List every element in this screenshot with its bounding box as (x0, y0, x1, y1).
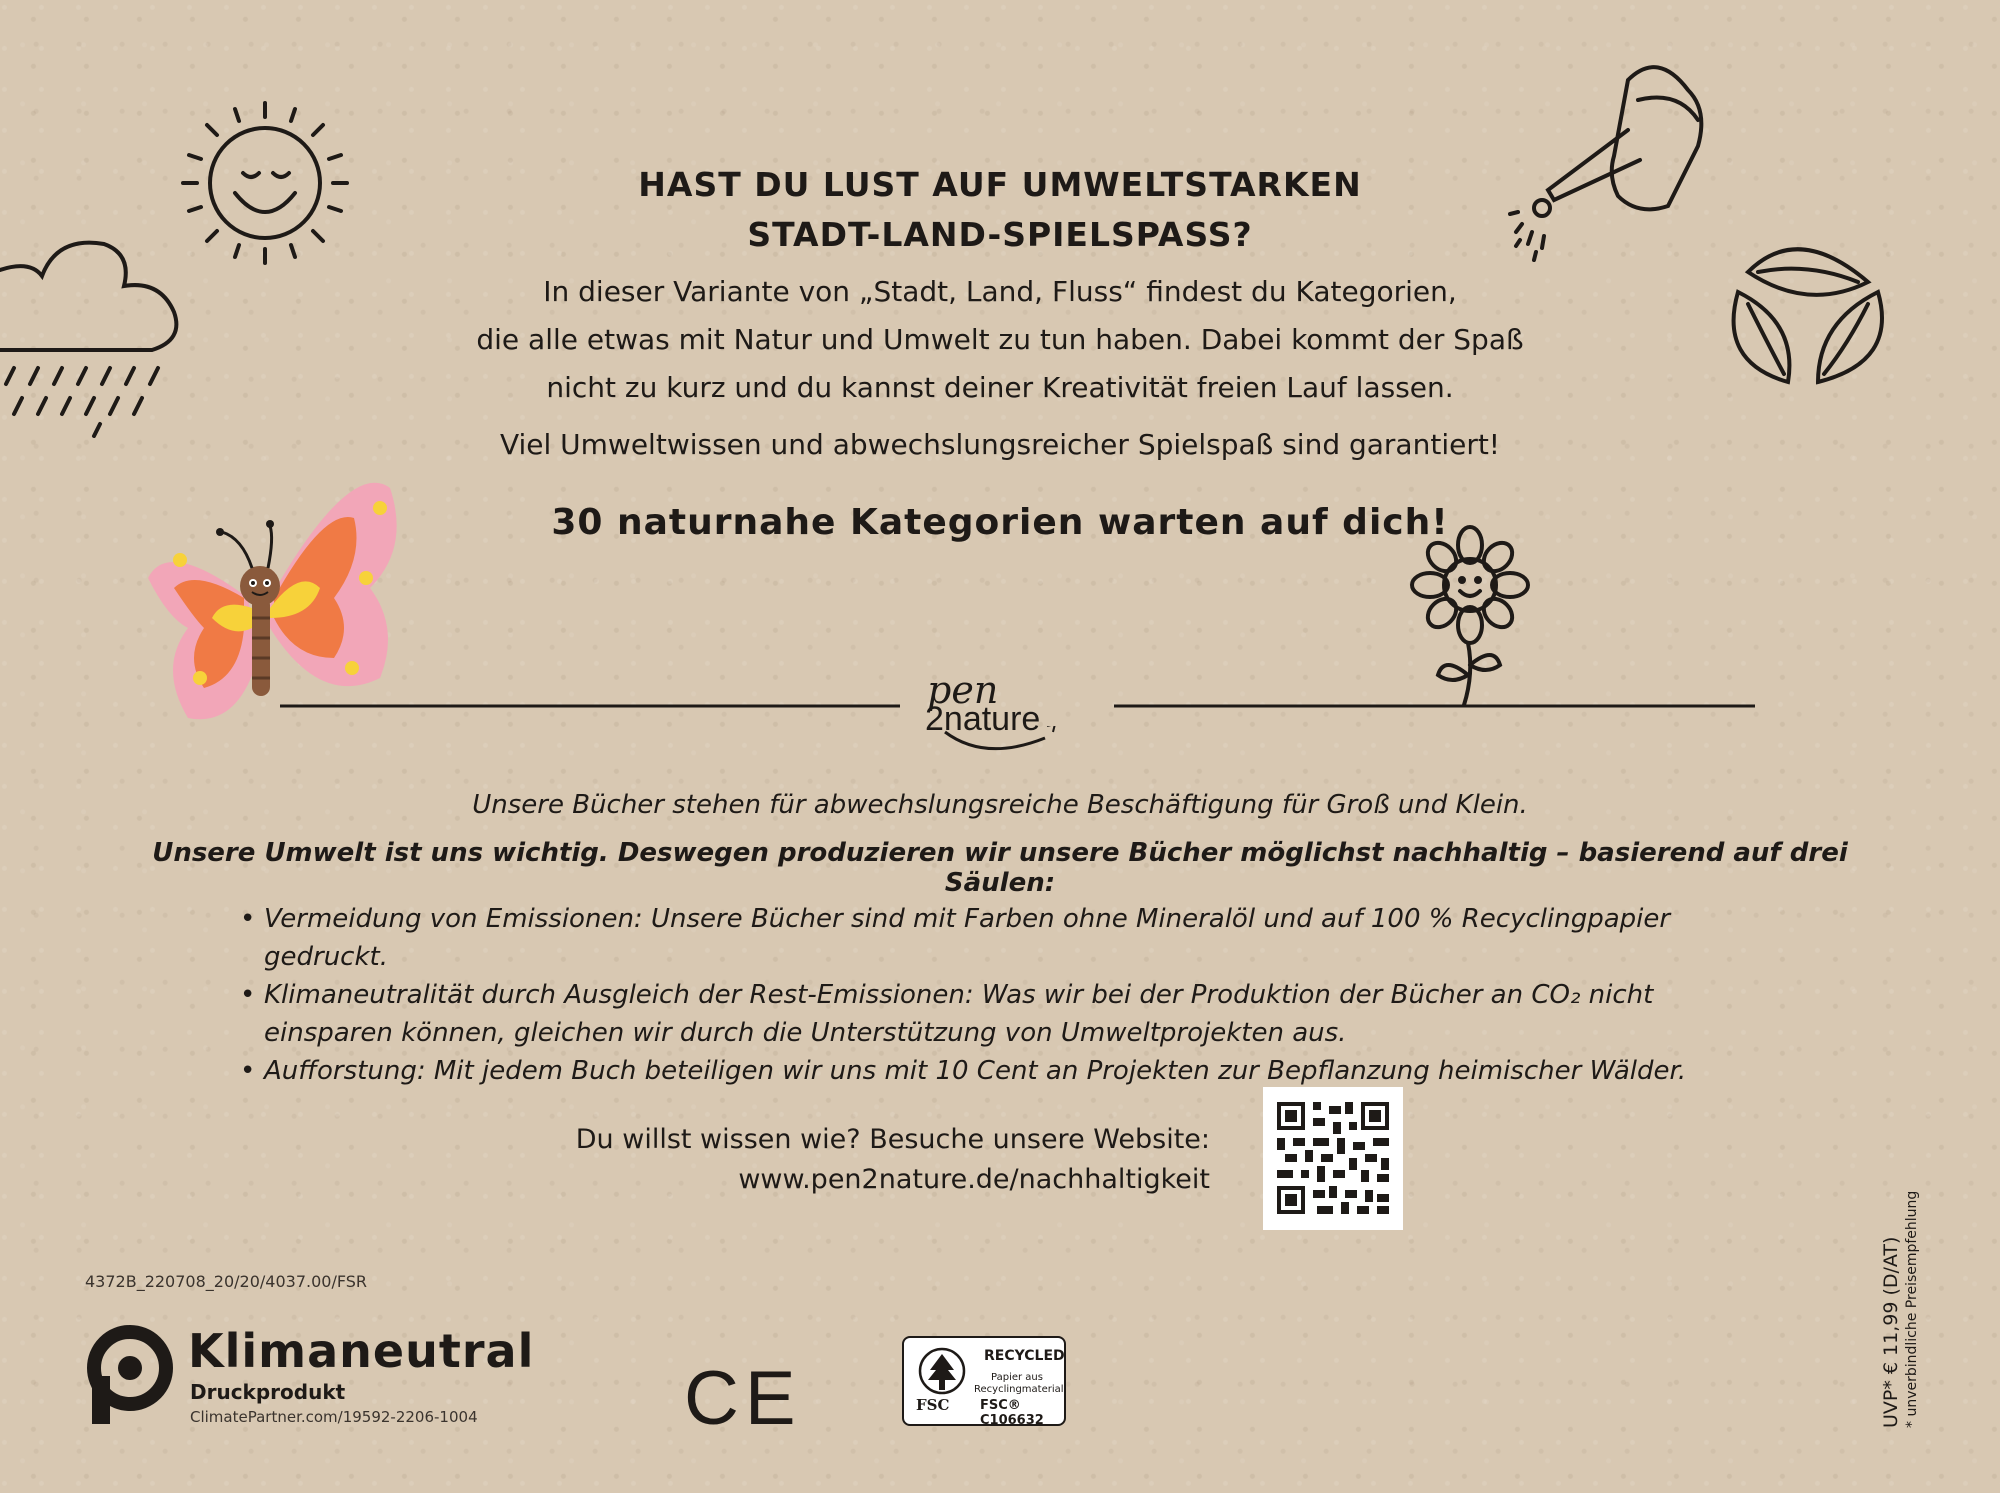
tagline: Unsere Bücher stehen für abwechslungsreiche Beschäftigung für Groß und Klein. (472, 790, 1528, 820)
flower-icon (1400, 525, 1540, 710)
fsc-tree-icon (914, 1346, 970, 1396)
headline-line-1: HAST DU LUST AUF UMWELTSTARKEN (638, 165, 1362, 204)
intro-line-2: die alle etwas mit Natur und Umwelt zu tun haben. Dabei kommt der Spaß (476, 323, 1524, 356)
website-block (560, 1120, 1210, 1200)
headline (400, 160, 1600, 260)
cloud-rain-icon (0, 238, 185, 438)
list-item: • Aufforstung: Mit jedem Buch beteiligen wir uns mit 10 Cent an Projekten zur Bepflanzung heimischer Wälder. (240, 1052, 1780, 1090)
fsc-papier: Papier aus Recyclingmaterial (974, 1372, 1064, 1395)
categories-callout: 30 naturnahe Kategorien warten auf dich! (551, 502, 1449, 543)
intro-text (300, 268, 1700, 412)
website-url[interactable]: www.pen2nature.de/nachhaltigkeit (738, 1164, 1210, 1195)
website-prompt: Du willst wissen wie? Besuche unsere Website: (575, 1124, 1210, 1155)
commitment-statement: Unsere Umwelt ist uns wichtig. Deswegen produzieren wir unsere Bücher möglichst nachhaltig – basierend auf drei Säulen: (152, 838, 1848, 898)
list-item: • Klimaneutralität durch Ausgleich der Rest-Emissionen: Was wir bei der Produktion der Bücher an CO₂ nicht einsparen können, gleichen wir durch die Unterstützung von Umweltprojekten aus. (240, 976, 1780, 1052)
pen2nature-logo (905, 660, 1125, 760)
climate-neutral-badge (86, 1320, 606, 1430)
intro-line-3: nicht zu kurz und du kannst deiner Kreativität freien Lauf lassen. (546, 371, 1454, 404)
sun-icon (175, 95, 355, 270)
print-code: 4372B_220708_20/20/4037.00/FSR (85, 1272, 368, 1291)
qr-code-icon (1277, 1102, 1389, 1214)
brand-swoosh-icon (935, 726, 1075, 756)
butterfly-icon (140, 478, 410, 723)
price-block (1880, 1008, 1940, 1428)
fsc-badge (902, 1336, 1066, 1426)
list-item: • Vermeidung von Emissionen: Unsere Bücher sind mit Farben ohne Mineralöl und auf 100 % Recyclingpapier gedruckt. (240, 900, 1780, 976)
fsc-recycled: RECYCLED (984, 1348, 1065, 1364)
fsc-code: FSC® C106632 (980, 1398, 1044, 1428)
price-value: UVP* € 11,99 (D/AT) (1880, 1236, 1902, 1428)
brand-nature-text: 2nature (925, 700, 1041, 738)
fsc-label: FSC (916, 1396, 950, 1414)
climate-partner-icon (86, 1324, 176, 1424)
qr-code[interactable] (1263, 1087, 1403, 1230)
klimaneutral-url: ClimatePartner.com/19592-2206-1004 (190, 1408, 478, 1426)
sustainability-list (240, 900, 1780, 1090)
brand-pen-text: pen (927, 668, 999, 712)
ce-mark: CE (684, 1356, 802, 1441)
price-note: * unverbindliche Preisempfehlung (1904, 1190, 1920, 1428)
leaves-icon (1728, 232, 1888, 392)
intro-line-1: In dieser Variante von „Stadt, Land, Fluss“ findest du Kategorien, (543, 275, 1457, 308)
headline-line-2: STADT-LAND-SPIELSPASS? (747, 215, 1253, 254)
intro-line-4: Viel Umweltwissen und abwechslungsreicher Spielspaß sind garantiert! (499, 428, 1501, 461)
klimaneutral-title: Klimaneutral (188, 1324, 535, 1378)
klimaneutral-subtitle: Druckprodukt (190, 1380, 346, 1404)
